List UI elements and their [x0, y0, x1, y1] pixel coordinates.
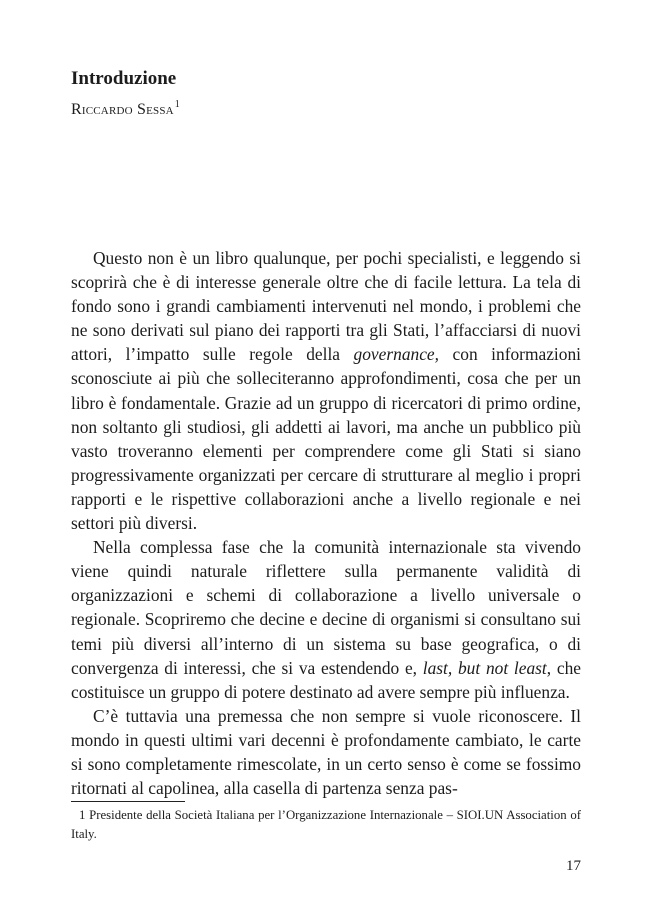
paragraph-1	[71, 246, 581, 535]
paragraph-1-text-b: con informazioni sconosciute ai più che solleciteranno approfondimenti, cosa che per un libro è fondamentale. Grazie ad un gruppo di ricercatori di primo ordine, non soltanto gli studiosi, gli addetti ai lavori, ma anche un pubblico più vasto troveranno elementi per comprendere come gli Stati si siano progressivamente organizzati per cercare di strutturare al meglio i propri rapporti e le rispettive collaborazioni anche a livello regionale e nei settori più diversi.	[71, 344, 581, 534]
paragraph-3: C’è tuttavia una premessa che non sempre si vuole riconoscere. Il mondo in questi ultimi vari decenni è profondamente cambiato, le carte si sono completamente rimescolate, in un certo senso è come se fossimo ritornati al capolinea, alla casella di partenza senza pas-	[71, 705, 581, 799]
paragraph-2	[71, 535, 581, 704]
paragraph-2-text-a: Nella complessa fase che la comunità internazionale sta vivendo viene quindi naturale riflettere sulla permanente validità di organizzazioni e schemi di collaborazione a livello universale o regionale. Scopriremo che decine e decine di organismi si consultano sui temi più diversi all’interno di un sistema su base geografica, o di convergenza di interessi, che si va estendendo e,	[71, 537, 581, 678]
footnote-reference: 1	[174, 99, 180, 110]
paragraph-1-text-a: Questo non è un libro qualunque, per pochi specialisti, e leggendo si scoprirà che è di interesse generale oltre che di facile lettura. La tela di fondo sono i grandi cambiamenti intervenuti nel mondo, i problemi che ne sono derivati sul piano dei rapporti tra gli Stati, l’affacciarsi di nuovi attori, l’impatto sulle regole della	[71, 248, 581, 365]
page-number: 17	[566, 858, 581, 874]
paragraph-2-italic: last, but not least	[422, 657, 547, 678]
author-name-text: Riccardo Sessa	[71, 101, 174, 118]
body-text	[71, 246, 581, 800]
footnote-separator	[71, 801, 185, 802]
footnote: 1 Presidente della Società Italiana per l’Organizzazione Internazionale – SIOI.UN Association of Italy.	[71, 808, 581, 841]
author-name	[71, 94, 180, 121]
paragraph-1-italic: governance,	[353, 344, 439, 365]
chapter-title: Introduzione	[71, 68, 177, 89]
paragraph-2-text-b: , che costituisce un gruppo di potere destinato ad avere sempre più influenza.	[71, 657, 581, 702]
